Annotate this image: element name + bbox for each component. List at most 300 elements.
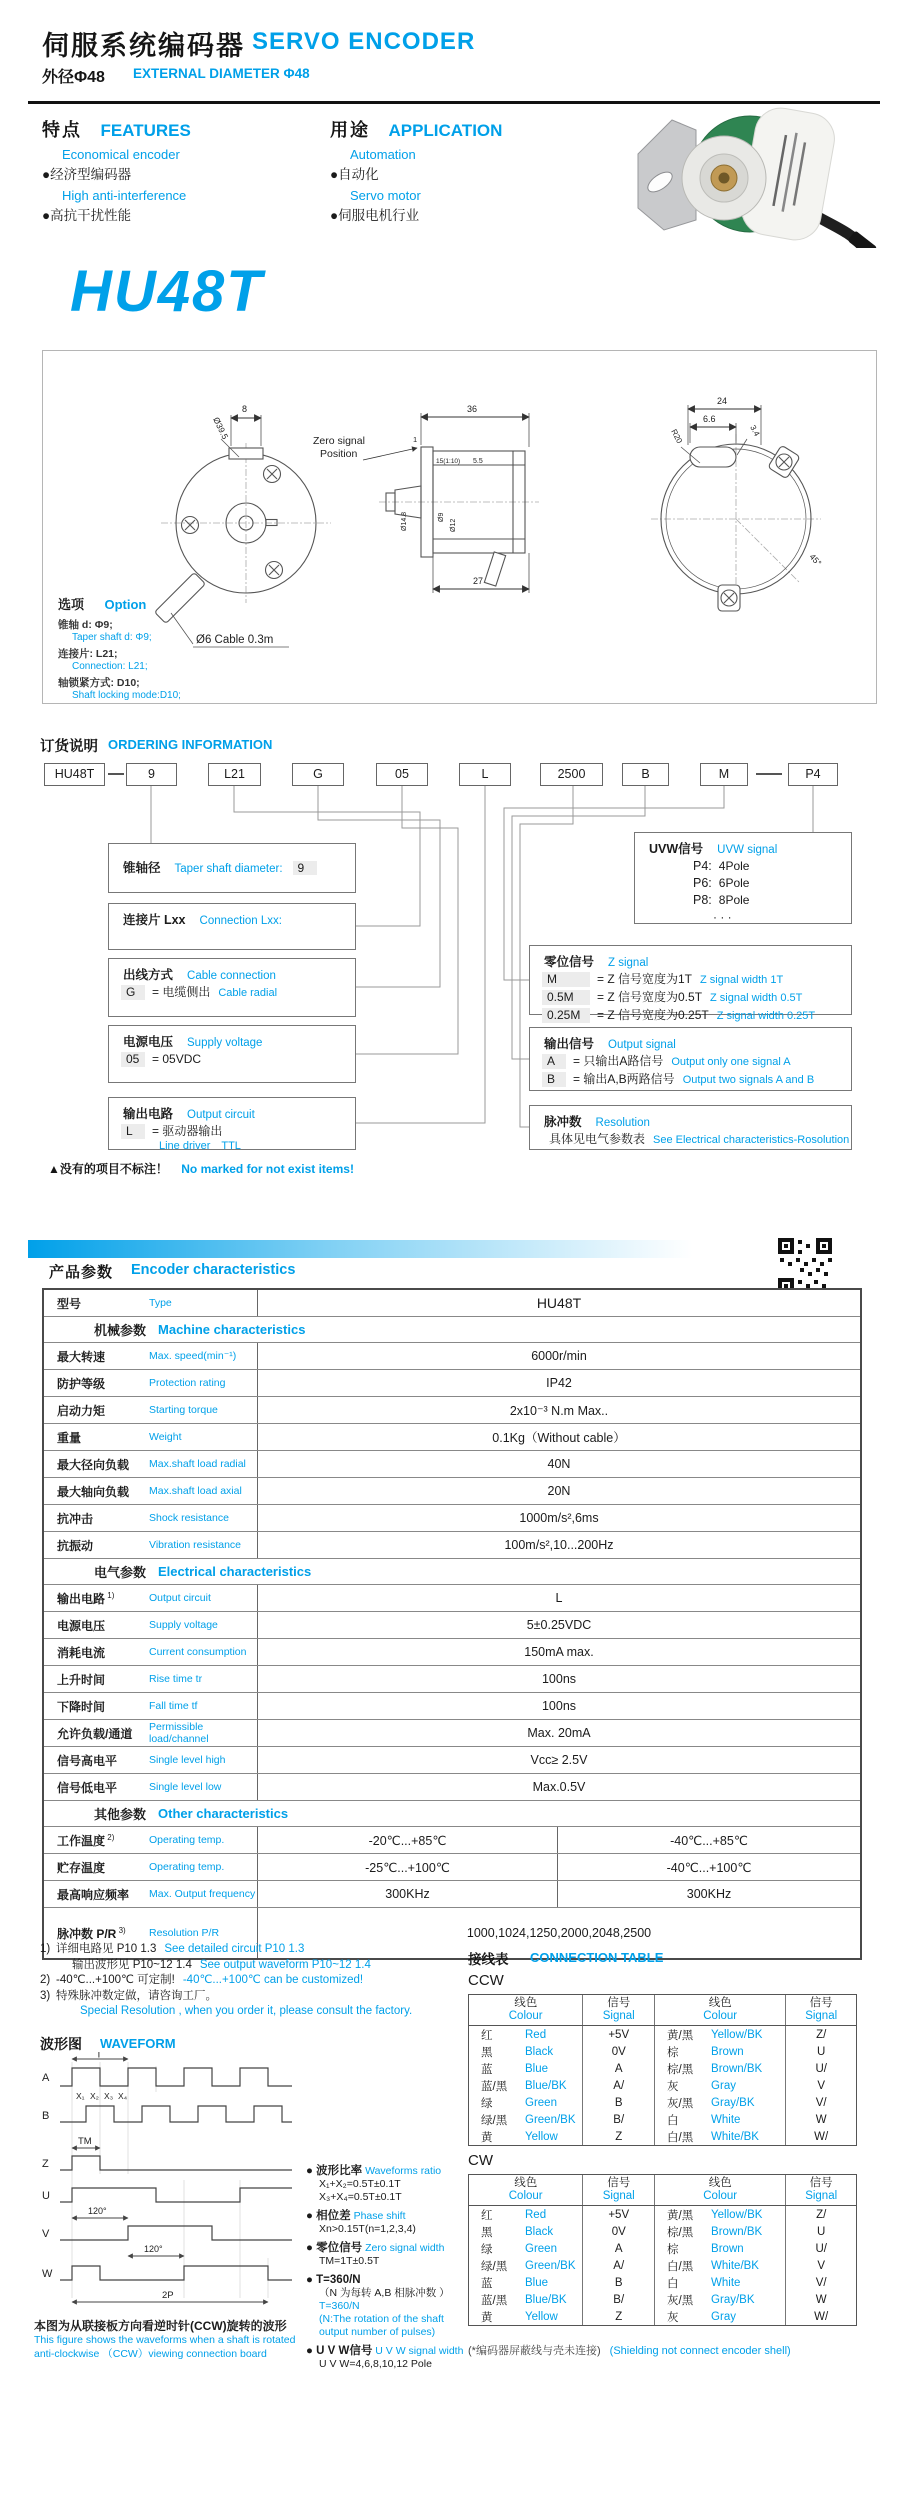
connection-row <box>469 2111 856 2128</box>
dim-t: T <box>96 2052 102 2061</box>
dim-27: 27 <box>473 576 484 586</box>
connection-title-cn: 接线表 <box>468 1952 509 1967</box>
dim-66: 6.6 <box>703 414 716 424</box>
footnotes <box>40 1942 470 2020</box>
wire-colour-cell <box>655 2257 786 2274</box>
wire-colour-cell <box>655 2077 786 2094</box>
screw-icon <box>182 466 283 579</box>
table-row-label <box>44 1854 258 1880</box>
connection-row <box>469 2308 856 2325</box>
ordering-box-title <box>530 1106 851 1130</box>
table-row-value: 100ns <box>541 1672 577 1686</box>
ordering-box-title-cn: UVW信号 <box>649 842 704 856</box>
wire-colour-cell <box>469 2128 583 2145</box>
ordering-dash <box>108 773 124 775</box>
wire-colour-cn: 蓝/黑 <box>481 2294 508 2307</box>
wire-colour-cn: 绿 <box>481 2097 493 2110</box>
table-row-label-en: Weight <box>149 1431 182 1443</box>
table-row-label-cn: 最大径向负载 <box>57 1457 130 1472</box>
connection-header-cell <box>469 1995 583 2025</box>
ordering-note-cn: ▲没有的项目不标注！ <box>48 1162 168 1176</box>
wire-signal-cell: V <box>817 2079 826 2092</box>
dim-x2: X₂ <box>90 2091 99 2101</box>
ordering-box-row <box>635 908 851 925</box>
table-section-en: Machine characteristics <box>158 1322 306 1337</box>
connection-row <box>469 2206 856 2223</box>
shaft-bore <box>719 173 730 184</box>
wire-colour-en: Green <box>525 2096 557 2109</box>
waveform-title-en: WAVEFORM <box>100 2036 176 2051</box>
ordering-title-cn: 订货说明 <box>40 739 98 755</box>
waveform-note-en: Phase shift <box>350 2210 406 2222</box>
option-title-cn: 选项 <box>58 597 85 612</box>
wire-colour-cell <box>469 2240 583 2257</box>
ordering-row-cn: = 只输出A路信号 <box>573 1054 664 1068</box>
header-en: Signal <box>602 2190 635 2202</box>
wire-colour-cell <box>469 2077 583 2094</box>
footnote-line <box>40 1942 470 1958</box>
table-row-label <box>44 1747 258 1773</box>
table-row-label-en: Operating temp. <box>149 1834 225 1846</box>
connection-row <box>469 2128 856 2145</box>
wire-colour-cn: 白 <box>667 2277 679 2290</box>
ordering-row-body <box>145 1052 201 1067</box>
dim-120-1: 120° <box>88 2206 107 2216</box>
wire-colour-en: Blue/BK <box>525 2079 567 2092</box>
table-row-label-en: Fall time tf <box>149 1700 198 1712</box>
connection-note <box>468 2342 791 2358</box>
ordering-row-body <box>590 990 802 1006</box>
ordering-code-box: P4 <box>788 763 838 786</box>
trace-label-b: B <box>42 2110 50 2122</box>
ordering-row-body <box>542 1132 849 1148</box>
zero-signal-label-1: Zero signal <box>313 435 365 447</box>
wire-signal-cell: A <box>583 2240 655 2257</box>
ordering-box-row <box>530 1052 851 1070</box>
technical-drawing-box <box>42 350 877 704</box>
table-row-label-cn: 工作温度 $^{2)}$ <box>57 1832 115 1848</box>
connection-title-en: CONNECTION TABLE <box>530 1950 664 1965</box>
table-row-label-en: Permissible load/channel <box>149 1721 209 1745</box>
wire-signal-cell: V/ <box>815 2276 827 2289</box>
wire-colour-en: Yellow/BK <box>711 2028 763 2041</box>
waveform-note-cn: T=360/N <box>316 2274 361 2286</box>
application-item-cn: ●伺服电机行业 <box>330 208 420 223</box>
label-footnote-ref: 1) <box>105 1590 115 1600</box>
ordering-box-title-en: Connection Lxx: <box>199 915 282 927</box>
table-row-label-en: Rise time tr <box>149 1673 203 1685</box>
ordering-row-cn: 具体见电气参数表 <box>549 1132 646 1146</box>
cable-label: Ø6 Cable 0.3m <box>196 634 274 646</box>
page-title-cn: 伺服系统编码器 <box>42 31 245 61</box>
wire-colour-cell <box>655 2274 786 2291</box>
table-row-label <box>44 1585 258 1611</box>
wire-colour-en: Blue <box>525 2062 549 2075</box>
footnote-cn: 特殊脉冲数定做，请咨询工厂。 <box>56 1989 217 2002</box>
option-line-en: Connection: L21; <box>72 661 148 672</box>
table-row-label <box>44 1478 258 1504</box>
header-cn: 线色 <box>514 2177 538 2189</box>
table-row-value: 5±0.25VDC <box>526 1618 592 1632</box>
characteristics-table <box>42 1288 862 1960</box>
ordering-box-title-en: Taper shaft diameter: <box>174 863 283 875</box>
table-row-label-cn: 上升时间 <box>57 1672 106 1687</box>
wire-colour-cn: 黄/黑 <box>667 2029 694 2042</box>
ordering-row-en: Z signal width 1T <box>700 974 784 986</box>
table-row-label-cn: 最高响应频率 <box>57 1887 130 1902</box>
table-row-label-cn: 电源电压 <box>57 1618 106 1633</box>
waveform-note-cn: U V W信号 <box>316 2345 373 2357</box>
dim-dia148: Ø14.8 <box>401 511 408 531</box>
wire-colour-en: Brown/BK <box>711 2062 763 2075</box>
connection-header-cell <box>786 1995 856 2025</box>
table-section-cn: 电气参数 <box>94 1565 147 1580</box>
connection-row <box>469 2223 856 2240</box>
waveform-note-line: （N 为每转 A,B 相脉冲数 ） <box>319 2287 450 2299</box>
wire-signal-cell: V <box>817 2259 826 2272</box>
connection-header-cell <box>655 2175 786 2205</box>
dim-tm: TM <box>78 2136 92 2147</box>
wire-colour-en: Blue/BK <box>525 2293 567 2306</box>
table-row-label-en: Single level high <box>149 1754 226 1766</box>
table-row-label-en: Type <box>149 1297 172 1309</box>
ordering-code-chip: A <box>542 1054 566 1069</box>
ordering-box-left-2 <box>108 958 356 1017</box>
footnote-cn: 输出波形见 P10~12 1.4 <box>72 1958 192 1971</box>
waveform-note-line: Xn>0.15T(n=1,2,3,4) <box>319 2223 416 2235</box>
waveform-diagram <box>32 2052 304 2314</box>
ordering-dash <box>756 773 782 775</box>
ordering-box-left-0 <box>108 843 356 893</box>
wire-colour-cn: 棕/黑 <box>667 2226 694 2239</box>
product-photo <box>620 88 880 248</box>
table-row-label-en: Max.shaft load axial <box>149 1485 242 1497</box>
footnote-line <box>40 2004 470 2020</box>
ordering-note <box>48 1160 354 1177</box>
table-row-label <box>44 1612 258 1638</box>
table-row-label-cn: 启动力矩 <box>57 1403 106 1418</box>
features-title-cn: 特点 <box>42 120 82 140</box>
ordering-row-cn: = Z 信号宽度为0.25T <box>597 1008 709 1022</box>
ordering-box-title <box>530 1028 851 1052</box>
ordering-code-box: B <box>622 763 669 786</box>
table-row <box>44 1423 860 1450</box>
wire-colour-cn: 灰 <box>667 2311 679 2324</box>
table-row-label-cn: 贮存温度 <box>57 1860 106 1875</box>
wire-signal-cell: B <box>583 2094 655 2111</box>
table-row-label-en: Shock resistance <box>149 1512 229 1524</box>
feature-item-en: High anti-interference <box>62 188 187 203</box>
wire-signal-cell: Z/ <box>816 2208 827 2221</box>
ordering-code-box: G <box>292 763 344 786</box>
waveform-note-item <box>306 2344 470 2371</box>
wire-colour-cell <box>469 2274 583 2291</box>
wire-colour-cn: 蓝 <box>481 2277 493 2290</box>
side-view <box>363 413 539 593</box>
header-en: Colour <box>508 2190 543 2202</box>
wire-colour-en: White <box>711 2113 741 2126</box>
ordering-row-cn: = 05VDC <box>152 1052 202 1066</box>
footnote-number: 2) <box>40 1974 51 1986</box>
connection-header-cell <box>583 1995 655 2025</box>
ordering-code-box: M <box>700 763 748 786</box>
ordering-box-left-4 <box>108 1097 356 1150</box>
ordering-row-text: 8Pole <box>718 893 750 907</box>
footnote-en: See output waveform P10~12 1.4 <box>199 1958 371 1971</box>
waveform-note-item <box>306 2209 470 2236</box>
ordering-box-title-en: Supply voltage <box>187 1037 263 1049</box>
table-row-label-cn: 型号 <box>57 1296 82 1311</box>
table-row-label-en: Max. speed(min⁻¹) <box>149 1350 237 1362</box>
waveform-note-title <box>306 2164 470 2178</box>
table-row-label <box>44 1505 258 1531</box>
table-row-value: 40N <box>547 1457 571 1471</box>
wire-colour-cn: 红 <box>481 2209 493 2222</box>
ordering-box-title-cn: 出线方式 <box>123 968 174 982</box>
wire-colour-cell <box>469 2094 583 2111</box>
table-row-value: 100ns <box>541 1699 577 1713</box>
table-row-label-cn: 允许负载/通道 <box>57 1726 133 1741</box>
option-line-en: Taper shaft d: Φ9; <box>72 632 152 643</box>
wire-colour-en: Yellow <box>525 2130 558 2143</box>
wire-colour-cell <box>655 2223 786 2240</box>
label-footnote-ref: 2) <box>105 1832 115 1842</box>
connection-row <box>469 2094 856 2111</box>
footnote-en: Special Resolution , when you order it, please consult the factory. <box>80 2005 413 2017</box>
wire-signal-cell: Z <box>583 2128 655 2145</box>
application-item-en: Automation <box>350 147 416 162</box>
table-row <box>44 1638 860 1665</box>
ordering-row-code: P8: <box>693 893 712 907</box>
dim-120-2: 120° <box>144 2244 163 2254</box>
ordering-box-row <box>635 874 851 891</box>
table-row <box>44 1531 860 1558</box>
wire-colour-cn: 棕/黑 <box>667 2063 694 2076</box>
ordering-box-row <box>109 1050 355 1067</box>
wire-colour-en: Brown/BK <box>711 2225 763 2238</box>
section-band <box>28 1240 880 1258</box>
connection-row <box>469 2077 856 2094</box>
ordering-code-box: L21 <box>208 763 261 786</box>
table-row <box>44 1504 860 1531</box>
wire-colour-cn: 红 <box>481 2029 493 2042</box>
ordering-code-chip: 0.5M <box>542 990 590 1005</box>
waveform-note-title <box>306 2241 470 2255</box>
header-cn: 线色 <box>708 2177 732 2189</box>
wire-colour-en: Red <box>525 2028 547 2041</box>
wire-colour-en: Gray/BK <box>711 2293 755 2306</box>
ordering-row-cn: = 驱动器输出 <box>152 1124 223 1138</box>
connection-row <box>469 2274 856 2291</box>
option-line-cn: 连接片: L21; <box>58 648 118 660</box>
ccw-label: CCW <box>468 1972 504 1989</box>
page-title-en: SERVO ENCODER <box>252 28 476 55</box>
feature-item-en: Economical encoder <box>62 147 180 162</box>
ordering-row-body <box>566 1072 814 1088</box>
ordering-box-title <box>635 833 851 857</box>
application-title-cn: 用途 <box>330 120 370 140</box>
table-row-value: L <box>555 1591 563 1605</box>
table-row-label-cn: 下降时间 <box>57 1699 106 1714</box>
waveform-note-line: U V W=4,6,8,10,12 Pole <box>319 2358 432 2370</box>
wire-colour-en: Green/BK <box>525 2113 576 2126</box>
option-block <box>58 594 258 701</box>
waveform-note-line: (N:The rotation of the shaft <box>319 2313 444 2325</box>
ordering-box-row <box>530 988 851 1006</box>
ordering-row-en: Z signal width 0.5T <box>710 992 803 1004</box>
dim-x1: X₁ <box>76 2091 85 2101</box>
dim-24: 24 <box>717 396 728 406</box>
wire-colour-cell <box>469 2206 583 2223</box>
table-section-cn: 机械参数 <box>94 1323 147 1338</box>
waveform-note-en: U V W signal width <box>372 2345 464 2357</box>
table-row-label-cn: 信号高电平 <box>57 1753 118 1768</box>
ordering-box-row <box>530 1130 851 1148</box>
connection-note-cn: (*编码器屏蔽线与壳未连接) <box>468 2345 601 2357</box>
wire-colour-cell <box>469 2308 583 2325</box>
wire-colour-cell <box>655 2206 786 2223</box>
characteristics-title-en: Encoder characteristics <box>131 1262 296 1278</box>
features-title <box>42 116 191 142</box>
option-line-cn: 轴锁紧方式: D10; <box>58 677 140 689</box>
wire-colour-cn: 白/黑 <box>667 2131 694 2144</box>
wire-colour-cn: 棕 <box>667 2046 679 2059</box>
table-row-label-cn: 抗冲击 <box>57 1511 94 1526</box>
table-row-value: 1000m/s²,6ms <box>519 1511 599 1525</box>
ordering-box-right-1 <box>529 945 852 1022</box>
wire-signal-cell: U/ <box>815 2062 827 2075</box>
dim-dia9: Ø9 <box>438 512 445 522</box>
table-row-label-cn: 抗振动 <box>57 1538 94 1553</box>
ordering-row-cn: = Z 信号宽度为1T <box>597 972 693 986</box>
ordering-box-right-2 <box>529 1027 852 1091</box>
table-row-value: 1000,1024,1250,2000,2048,2500 <box>466 1926 652 1940</box>
ordering-box-title-cn: 电源电压 <box>123 1035 174 1049</box>
bullet-icon: ● <box>306 2165 317 2177</box>
ordering-row-en: Output two signals A and B <box>682 1074 815 1086</box>
wire-colour-en: Brown <box>711 2242 744 2255</box>
wire-colour-cell <box>655 2060 786 2077</box>
table-row-label-en: Output circuit <box>149 1592 211 1604</box>
table-row <box>44 1665 860 1692</box>
dim-8: 8 <box>242 404 248 414</box>
table-row-value: IP42 <box>546 1376 572 1390</box>
model-title: HU48T <box>70 259 264 324</box>
table-row-label <box>44 1827 258 1853</box>
table-row-value: Max.0.5V <box>532 1780 586 1794</box>
wire-signal-cell: B <box>583 2274 655 2291</box>
waveform-note-line: output number of pulses) <box>319 2326 436 2338</box>
ordering-row-cn: = 电缆侧出 <box>152 985 211 999</box>
ordering-code-chip: L <box>121 1124 145 1139</box>
ordering-box-row <box>635 857 851 874</box>
wire-colour-cell <box>469 2223 583 2240</box>
dim-x3: X₃ <box>104 2091 114 2101</box>
table-section-cn: 其他参数 <box>94 1807 147 1822</box>
table-row-value-2: -40℃...+100℃ <box>666 1860 752 1875</box>
connection-row <box>469 2240 856 2257</box>
ordering-box-title-en: Output signal <box>608 1039 676 1051</box>
application-title-en: APPLICATION <box>388 121 503 140</box>
dim-45deg: 45° <box>807 551 824 568</box>
wire-colour-cell <box>469 2111 583 2128</box>
table-row-value: Max. 20mA <box>527 1726 591 1740</box>
waveform-note-line: T=360/N <box>319 2300 360 2312</box>
ordering-box-title-en: Z signal <box>608 957 649 969</box>
table-row-label <box>44 1666 258 1692</box>
wire-colour-cell <box>469 2060 583 2077</box>
connection-header-cell <box>655 1995 786 2025</box>
table-row-label <box>44 1424 258 1450</box>
ordering-code-chip: 05 <box>121 1052 145 1067</box>
features-title-en: FEATURES <box>100 121 191 140</box>
ordering-code-box: L <box>459 763 511 786</box>
cw-connection-table <box>468 2174 857 2326</box>
ordering-row-body <box>590 1008 815 1024</box>
wire-colour-cell <box>655 2043 786 2060</box>
ordering-row-code: P6: <box>693 876 712 890</box>
table-row-label-cn: 输出电路 $^{1)}$ <box>57 1590 115 1606</box>
wire-colour-cell <box>469 2026 583 2043</box>
footnote-number: 1) <box>40 1943 51 1955</box>
waveform-note-cn: 零位信号 <box>316 2242 363 2254</box>
table-row <box>44 1450 860 1477</box>
wire-signal-cell: W/ <box>814 2310 829 2323</box>
wire-colour-en: Red <box>525 2208 547 2221</box>
connection-note-en: (Shielding not connect encoder shell) <box>609 2345 791 2357</box>
table-row-value-1: 300KHz <box>258 1881 558 1907</box>
option-line-en: Shaft locking mode:D10; <box>72 690 181 701</box>
bullet-icon: ● <box>306 2345 317 2357</box>
wire-signal-cell: W <box>815 2113 827 2126</box>
features-section <box>42 116 191 228</box>
wire-colour-cn: 黄 <box>481 2131 493 2144</box>
page-subtitle-en: EXTERNAL DIAMETER Φ48 <box>133 66 310 81</box>
wire-colour-cell <box>655 2094 786 2111</box>
ordering-code-chip: 0.25M <box>542 1008 590 1023</box>
table-row-value-1: -25℃...+100℃ <box>258 1854 558 1880</box>
page-subtitle-cn: 外径Φ48 <box>42 69 105 86</box>
dim-36: 36 <box>467 404 478 414</box>
waveform-note-en: Waveforms ratio <box>362 2165 442 2177</box>
wire-colour-cn: 白/黑 <box>667 2260 694 2273</box>
table-row-label <box>44 1451 258 1477</box>
ordering-box-row <box>635 891 851 908</box>
table-row-label <box>44 1720 258 1746</box>
qr-code <box>778 1238 832 1294</box>
table-row-label-cn: 最大轴向负载 <box>57 1484 130 1499</box>
connection-row <box>469 2026 856 2043</box>
ordering-code-box: 2500 <box>540 763 603 786</box>
header-cn: 信号 <box>607 2177 631 2189</box>
table-row-label <box>44 1370 258 1396</box>
ordering-code-chip: M <box>542 972 590 987</box>
wire-signal-cell: W <box>815 2293 827 2306</box>
wire-colour-en: Yellow <box>525 2310 558 2323</box>
table-row <box>44 1611 860 1638</box>
ordering-row-en: See Electrical characteristics-Rosolution <box>653 1134 850 1146</box>
ordering-box-title-en: Cable connection <box>187 970 276 982</box>
header-cn: 信号 <box>607 1997 631 2009</box>
ordering-code-box: HU48T <box>44 763 105 786</box>
ordering-box-title <box>109 1026 355 1050</box>
table-row <box>44 1853 860 1880</box>
ordering-box-title <box>109 1098 355 1122</box>
wire-colour-en: Brown <box>711 2045 744 2058</box>
table-row <box>44 1826 860 1853</box>
ordering-box-title-cn: 输出电路 <box>123 1107 174 1121</box>
wire-colour-cn: 灰/黑 <box>667 2097 694 2110</box>
